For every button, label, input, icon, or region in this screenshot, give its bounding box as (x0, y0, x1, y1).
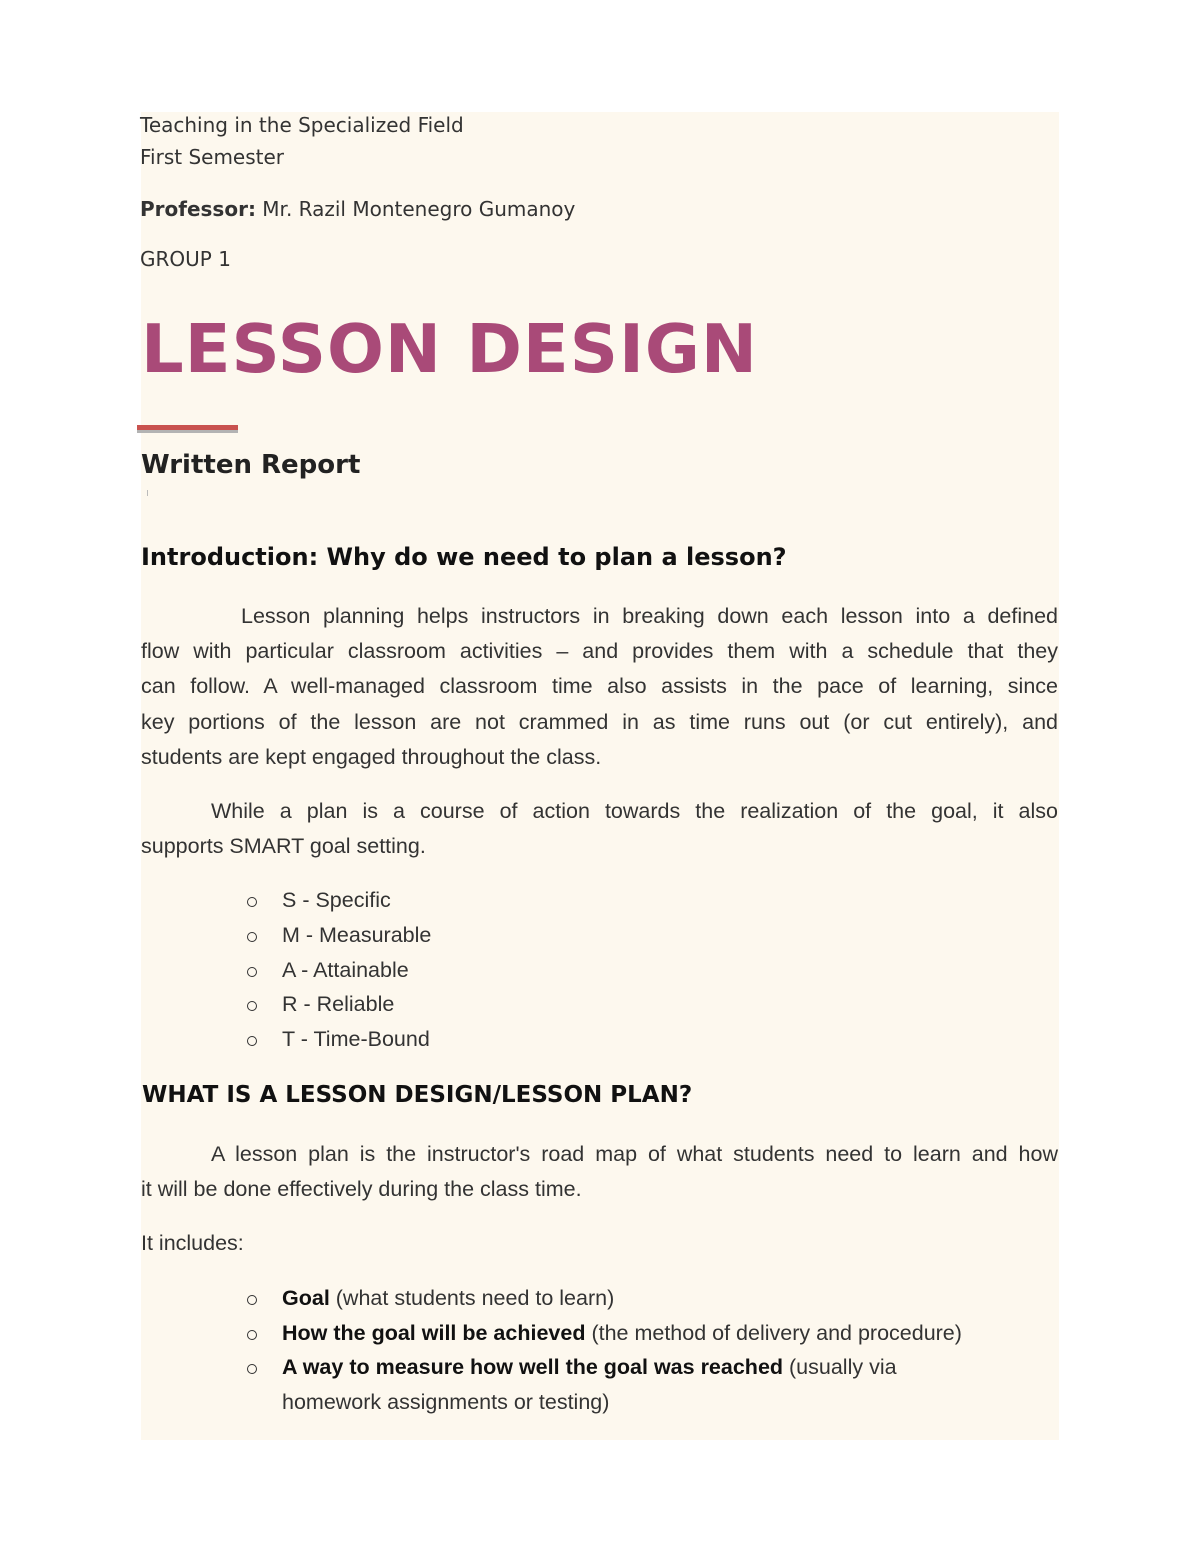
title-accent-rule-shadow (137, 430, 238, 433)
include-item-text (282, 1355, 897, 1380)
circle-bullet-icon (247, 967, 257, 977)
smart-item-text: R - Reliable (282, 992, 395, 1016)
intro-heading: Introduction: Why do we need to plan a lesson? (141, 543, 787, 571)
include-term: How the goal will be achieved (282, 1321, 586, 1345)
lesson-plan-heading: WHAT IS A LESSON DESIGN/LESSON PLAN? (142, 1082, 693, 1108)
circle-bullet-icon (247, 1295, 257, 1305)
professor-line (140, 197, 575, 221)
include-item-text (282, 1321, 962, 1346)
circle-bullet-icon (247, 1036, 257, 1046)
paragraph-line: While a plan is a course of action towards the realization of the goal, it also (211, 799, 1058, 823)
paragraph-line: Lesson planning helps instructors in breaking down each lesson into a defined (241, 604, 1058, 628)
include-detail: (what students need to learn) (329, 1286, 615, 1310)
circle-bullet-icon (247, 897, 257, 907)
circle-bullet-icon (247, 1330, 257, 1340)
document-subtitle: Written Report (141, 450, 361, 480)
smart-item-text: A - Attainable (282, 958, 409, 982)
smart-item-text: S - Specific (282, 888, 391, 912)
paragraph-line: flow with particular classroom activities – and provides them with a schedule that they (141, 639, 1058, 664)
include-item-text (282, 1286, 614, 1311)
include-term: Goal (282, 1286, 330, 1310)
circle-bullet-icon (247, 1364, 257, 1374)
professor-label: Professor: (140, 197, 256, 221)
intro-paragraph-1 (141, 599, 1058, 775)
professor-name: Mr. Razil Montenegro Gumanoy (255, 197, 576, 221)
include-term: A way to measure how well the goal was reached (282, 1355, 784, 1379)
course-name: Teaching in the Specialized Field (140, 113, 464, 137)
group-label: GROUP 1 (140, 247, 231, 271)
paragraph-line: key portions of the lesson are not crammed in as time runs out (or cut entirely), and (141, 709, 1058, 734)
include-detail: (usually via (783, 1355, 897, 1379)
lesson-plan-paragraph (141, 1137, 1058, 1207)
includes-label: It includes: (141, 1231, 244, 1255)
smart-item-text: T - Time-Bound (282, 1027, 430, 1051)
document-title: LESSON DESIGN (141, 310, 758, 388)
decorative-tick (147, 490, 148, 496)
circle-bullet-icon (247, 932, 257, 942)
circle-bullet-icon (247, 1001, 257, 1011)
smart-item-text: M - Measurable (282, 923, 432, 947)
intro-paragraph-2 (141, 794, 1058, 864)
paragraph-line: students are kept engaged throughout the class. (141, 744, 602, 769)
paragraph-line: supports SMART goal setting. (141, 834, 426, 859)
paragraph-line: A lesson plan is the instructor's road map of what students need to learn and how (211, 1142, 1058, 1166)
include-detail: (the method of delivery and procedure) (585, 1321, 962, 1345)
semester: First Semester (140, 145, 285, 169)
paragraph-line: it will be done effectively during the class time. (141, 1177, 582, 1202)
paragraph-line: can follow. A well-managed classroom time also assists in the pace of learning, since (141, 674, 1058, 699)
include-item-continuation: homework assignments or testing) (282, 1390, 610, 1414)
